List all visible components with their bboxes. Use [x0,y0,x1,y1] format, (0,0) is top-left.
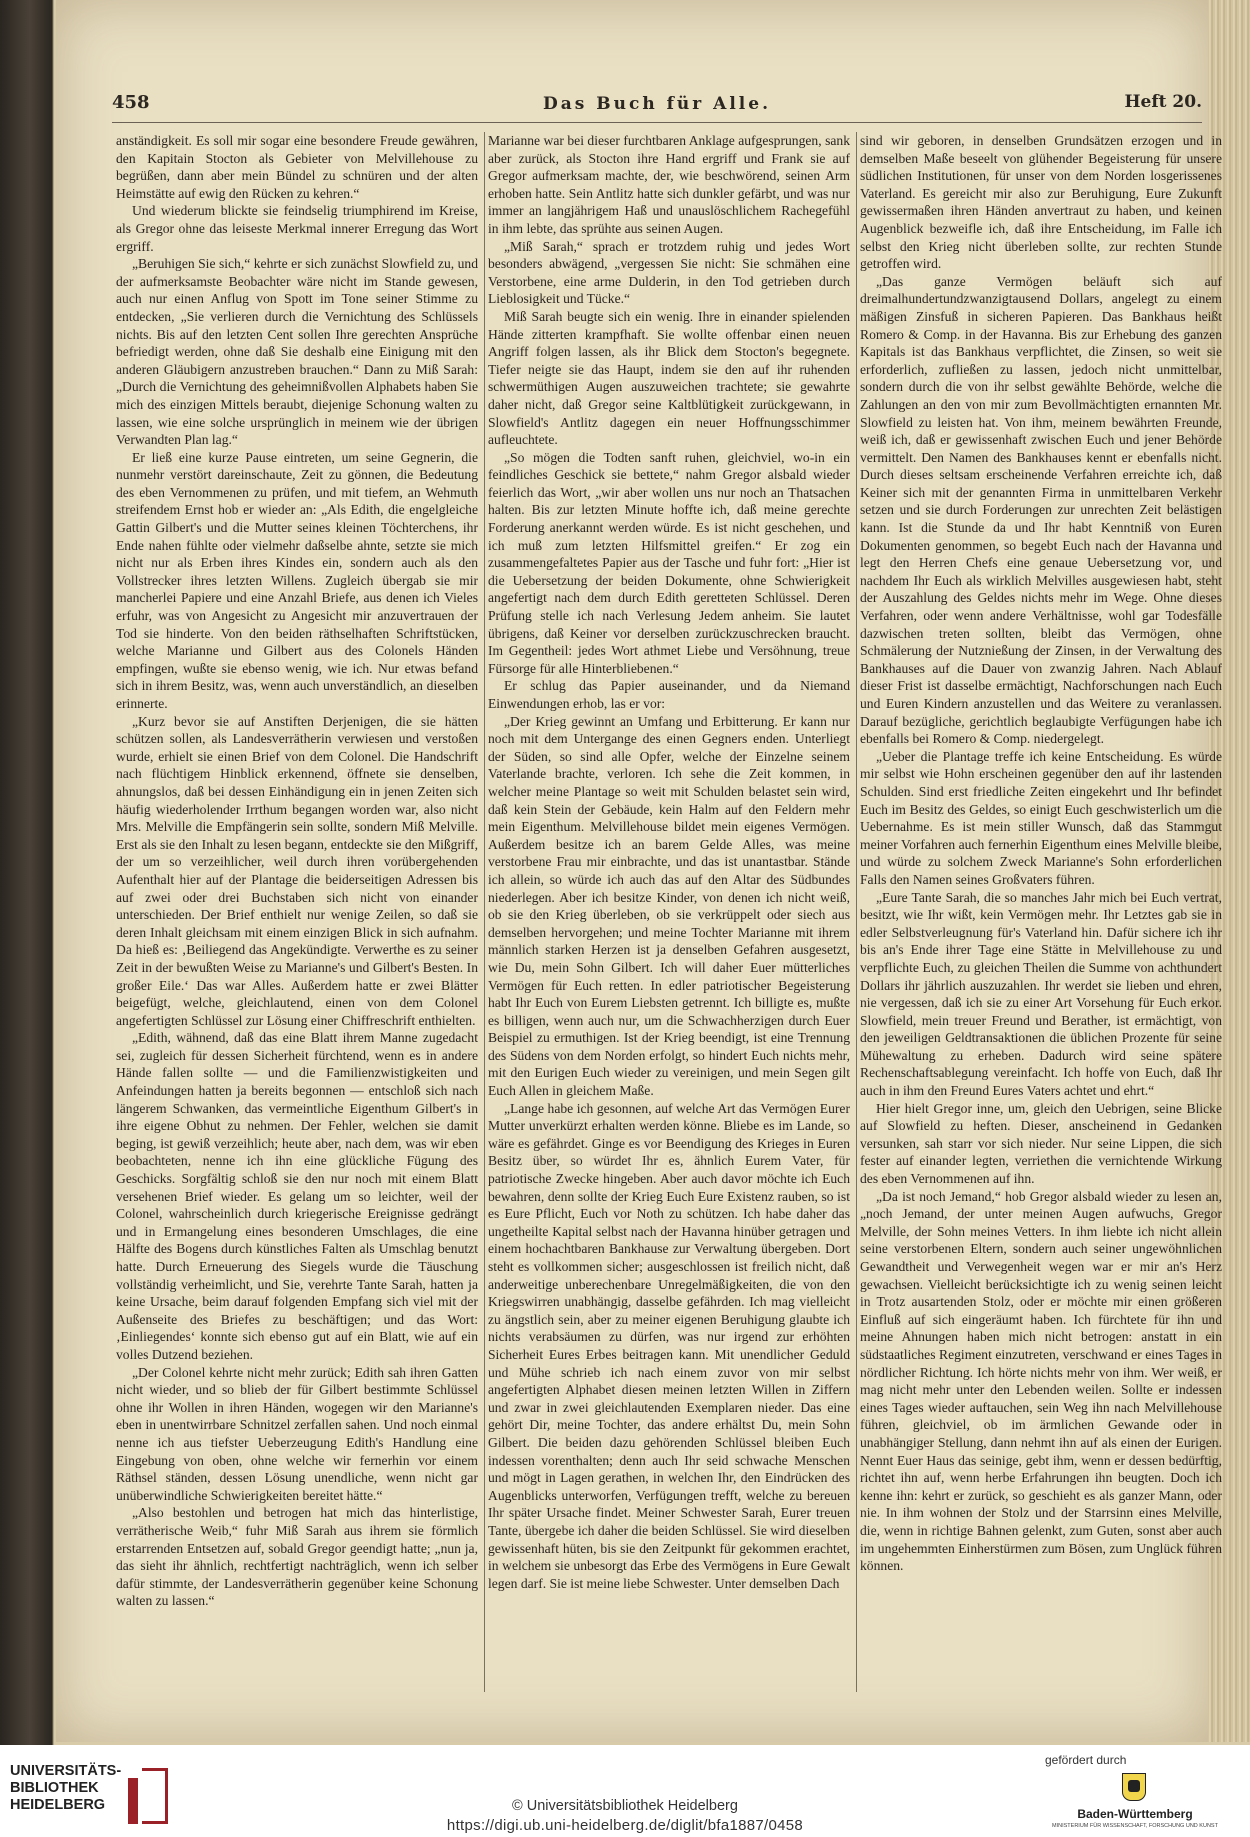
paragraph: Er schlug das Papier auseinander, und da Niemand Einwendungen erhob, las er vor: [488,678,850,711]
paragraph: „Ueber die Plantage treffe ich keine Entscheidung. Es würde mir selbst wie Hohn erscheinen gegenüber den auf ihr lastenden Schulden. Sind erst friedliche Zeiten eingekehrt und Ihr befindet Euch im Besitz des Geldes, so einigt Euch geschwisterlich um die Uebernahme. Es ist mein stiller Wunsch, daß das Stammgut meiner Vorfahren auch fernerhin Eigenthum eines Melville bleibe, und würde zu solchem Zweck Marianne's Sohn erforderlichen Falls den Namen seines Großvaters führen. [860,748,1222,887]
paragraph: „Edith, wähnend, daß das eine Blatt ihrem Manne zugedacht sei, zugleich für dessen Sicherheit fürchtend, wenn es in andere Hände fallen sollte — und die Familienzwistigkeiten und Anfeindungen hatten ja bereits begonnen — entschloß sich nach längerem Schwanken, das vermeintliche Eigenthum Gilbert's in ihre eigene Obhut zu nehmen. Der Fehler, welchen sie damit beging, ist gewiß verzeihlich; heute aber, nach dem, was wir eben beobachteten, nenne ich ihn eine glückliche Fügung des Geschicks. Sorgfältig schloß sie den nur noch mit einem Blatt versehenen Brief wieder. Es gelang um so leichter, weil der Colonel, wahrscheinlich durch kriegerische Ereignisse gedrängt und in Ermangelung eines besonderen Umschlages, die eine Hälfte des Bogens durch künstliches Falten als Umschlag benutzt hatte. Durch Erneuerung des Siegels wurde die Täuschung vollständig verheimlicht, und Sie, verehrte Tante Sarah, hatten ja keine Ursache, beim darauf folgenden Empfang sich viel mit der Außenseite des Briefes zu beschäftigen; und das Wort: ‚Einliegendes‘ konnte sich ebenso gut auf ein Blatt, wie auf ein volles Dutzend beziehen. [116,1030,478,1362]
coat-of-arms-icon [1122,1773,1146,1801]
page-number: 458 [112,92,150,113]
issue-number: Heft 20. [1124,92,1202,112]
logo-text-line: HEIDELBERG [10,1797,106,1813]
paragraph: „Also bestohlen und betrogen hat mich das hinterlistige, verrätherische Weib,“ fuhr Miß Sarah aus ihrem sie förmlich erstarrenden Entsetzen auf, sobald Gregor geendigt hatte; „nun ja, das sieht ihr ähnlich, rechtfertigt nachträglich, wenn ich selber dafür stimmte, der Landesverrätherin gegenüber keine Schonung walten zu lassen.“ [116,1505,478,1609]
state-name[interactable]: Baden-Württemberg [1077,1807,1193,1821]
ministry-name: MINISTERIUM FÜR WISSENSCHAFT, FORSCHUNG UND KUNST [1052,1823,1218,1829]
copyright-notice: © Universitätsbibliothek Heidelberg [512,1798,738,1814]
university-emblem-icon [128,1768,168,1824]
paragraph: „Kurz bevor sie auf Anstiften Derjenigen, die sie hätten schützen sollen, als Landesverrätherin verwiesen und verstoßen wurde, erhielt sie einen Brief von dem Colonel. Die Handschrift nach flüchtigem Hinblick erkennend, öffnete sie denselben, ahnungslos, daß bei dessen Einhändigung ein in jenen Zeiten sich häufig wiederholender Irrthum begangen worden war, also nicht Mrs. Melville die Empfängerin sein sollte, sondern Miß Melville. Erst als sie den Inhalt zu lesen begann, entdeckte sie den Mißgriff, der um so verzeihlicher, weil durch ihren vorübergehenden Aufenthalt hier auf der Plantage die beiderseitigen Adressen bis auf zwei oder drei Buchstaben sich nicht von einander unterschieden. Der Brief enthielt nur wenige Zeilen, so daß sie deren Inhalt gleichsam mit einem einzigen Blick in sich aufnahm. Da hieß es: ‚Beiliegend das Angekündigte. Verwerthe es zu seiner Zeit in der bewußten Weise zu Marianne's und Gilbert's Besten. In großer Eile.‘ Das war Alles. Außerdem hatte er zwei Blätter beigefügt, welche, gleichlautend, einen von dem Colonel angefertigten Schlüssel zur Lösung einer Chiffreschrift enthielten. [116,713,478,1028]
paragraph: „Der Krieg gewinnt an Umfang und Erbitterung. Er kann nur noch mit dem Untergange des einen Gegners enden. Unterliegt der Süden, so sind alle Opfer, welche der Einzelne seinem Vaterlande brachte, verloren. Ich sehe die Zeit kommen, in welcher meine Plantage so weit mit Schulden belastet sein wird, daß kein Stein der Gebäude, kein Halm auf den Feldern mehr mein Eigenthum. Melvillehouse bildet mein eigenes Vermögen. Außerdem besitze ich an barem Gelde Alles, was meine verstorbene Frau mir einbrachte, und das ist unantastbar. Stände ich allein, so würde ich auch das auf den Altar des Südbundes niederlegen. Aber ich besitze Kinder, von denen ich nicht weiß, ob sie den Krieg überleben, ob sie verkrüppelt oder siech aus demselben hervorgehen; und meine Tochter Marianne mit ihrem männlich starken Herzen ist ja denselben Gefahren ausgesetzt, wie Du, mein Sohn Gilbert. Ich will daher Euer mütterliches Vermögen für Euch retten. In edler patriotischer Begeisterung habt Ihr Euch von Eurem Liebsten getrennt. Ich billigte es, mußte es billigen, wenn auch nur, um die Schwachherzigen durch Euer Beispiel zu ermuthigen. Ist der Krieg beendigt, ist eine Trennung des Südens von dem Norden erfolgt, so hindert Euch nichts mehr, mit den Eurigen Euch wieder zu vereinigen, und mein Segen gilt Euch Allen in gleichem Maße. [488,713,850,1099]
funded-by-label: gefördert durch [1045,1753,1127,1767]
running-title: Das Buch für Alle. [543,94,771,114]
paragraph: Miß Sarah beugte sich ein wenig. Ihre in einander spielenden Hände zitterten krampfhaft. Sie wollte offenbar einen neuen Angriff folgen lassen, als ihr Blick dem Stocton's begegnete. Tiefer neigte sie das Haupt, indem sie den auf ihr ruhenden schwermüthigen Augen auszuweichen trachtete; sie gewahrte daher nicht, daß Gregor seine Kaltblütigkeit zurückgewann, in Slowfield's Antlitz dagegen ein neuer Hoffnungsschimmer aufleuchtete. [488,308,850,448]
paragraph: „Das ganze Vermögen beläuft sich auf dreimalhundertundzwanzigtausend Dollars, angelegt zu einem mäßigen Zinsfuß in sicheren Papieren. Das Bankhaus heißt Romero & Comp. in der Havanna. Bis zur Erhebung des ganzen Kapitals ist das Bankhaus verpflichtet, die Zinsen, so weit sie erforderlich, zufließen zu lassen, jedoch nicht unmittelbar, sondern durch die von ihr selbst gewählte Behörde, welche die Zahlungen an den von mir zum Bevollmächtigten ernannten Mr. Slowfield zu leisten hat. Von ihm, meinem bewährten Freunde, weiß ich, daß er gewissenhaft zwischen Euch und jener Behörde vermittelt. Den Namen des Bankhauses kennt er ebenfalls nicht. Durch dieses seltsam erscheinende Verfahren erreichte ich, daß Keiner sich mit der genannten Firma in unmittelbaren Verkehr setzen und sie durch Forderungen zur unrechten Zeit belästigen kann. Ist die Stunde da und Ihr habt Kenntniß von Euren Dokumenten genommen, so begebt Euch nach der Havanna und legt den Herren Chefs eine genaue Uebersetzung vor, und nachdem Ihr Euch als wirklich Melvilles ausgewiesen habt, steht der Auszahlung des Geldes nichts mehr im Wege. Ohne dieses Verfahren, oder wenn andere Verhältnisse, wohl gar Todesfälle dazwischen treten sollten, bleibt das Vermögen, ohne Schmälerung der Nutznießung der Zinsen, in der Verwaltung des Bankhauses auf die Dauer von zwanzig Jahren. Nach Ablauf dieser Frist ist dasselbe ermächtigt, Nachforschungen nach Euch und Euren Kindern anzustellen und das Weitere zu veranlassen. Darauf bezügliche, gerichtlich beglaubigte Verfügungen habe ich ebenfalls bei Romero & Comp. niedergelegt. [860,273,1222,747]
paragraph: „So mögen die Todten sanft ruhen, gleichviel, wo-in ein feindliches Geschick sie bettete,“ nahm Gregor alsbald wieder feierlich das Wort, „wir aber wollen uns nur noch an Thatsachen halten. Bis zur letzten Minute hoffte ich, daß meine gerechte Forderung anerkannt werden würde. Es ist nicht geschehen, und ich muß zum letzten Hilfsmittel greifen.“ Er zog ein zusammengefaltetes Papier aus der Tasche und fuhr fort: „Hier ist die Uebersetzung der beiden Dokumente, ohne Schwierigkeit angefertigt nach dem durch Edith geretteten Schlüssel. Deren Prüfung stelle ich nach Verlesung Jedem anheim. Sie lautet übrigens, daß Keiner vor derselben zurückzuschrecken braucht. Im Gegentheil: jedes Wort athmet Liebe und Versöhnung, treue Fürsorge für alle Hinterbliebenen.“ [488,449,850,676]
paragraph: Und wiederum blickte sie feindselig triumphirend im Kreise, als Gregor ohne das leiseste Merkmal innerer Erregung das Wort ergriff. [116,203,478,254]
permalink-url[interactable]: https://digi.ub.uni-heidelberg.de/diglit/bfa1887/0458 [446,1817,804,1834]
column-divider [856,132,857,1692]
logo-text-line: BIBLIOTHEK [10,1780,99,1796]
paragraph: Hier hielt Gregor inne, um, gleich den Uebrigen, seine Blicke auf Slowfield zu heften. Dieser, anscheinend in Gedanken versunken, sah starr vor sich nieder. Nur seine Lippen, die sich fester auf einander legten, verriethen die vernichtende Wirkung des eben Vernommenen auf ihn. [860,1100,1222,1187]
viewer-footer [0,1745,1250,1837]
text-column-1 [116,132,478,1692]
paragraph: „Der Colonel kehrte nicht mehr zurück; Edith sah ihren Gatten nicht wieder, und so blieb der für Gilbert bestimmte Schlüssel ohne ihr Wollen in ihren Händen, wogegen wir den Marianne's eben in unentwirrbare Schnitzel zerfallen sahen. Und noch einmal nenne ich aus tiefster Ueberzeugung Edith's Handlung eine Eingebung von oben, ohne welche wir fernerhin vor einem Räthsel ständen, dessen Lösung unendliche, wenn nicht gar unüberwindliche Schwierigkeiten bereitet hätte.“ [116,1364,478,1503]
paragraph: sind wir geboren, in denselben Grundsätzen erzogen und in demselben Maße beseelt von glühender Begeisterung für unsere südlichen Institutionen, für unser von dem Norden losgerissenes Vaterland. Es gereicht mir also zur Beruhigung, Eure Zukunft gewissermaßen ihren Händen anvertraut zu haben, und keinen Augenblick bezweifle ich, daß ihre Entscheidung, im Falle ich selbst den Krieg nicht überleben sollte, zur rechten Stunde getroffen wird. [860,133,1222,272]
paragraph: anständigkeit. Es soll mir sogar eine besondere Freude gewähren, den Kapitain Stocton als Gebieter von Melvillehouse zu begrüßen, dann aber mein Bündel zu schnüren und der alten Heimstätte auf ewig den Rücken zu kehren.“ [116,133,478,201]
text-column-2 [488,132,850,1692]
paragraph: „Da ist noch Jemand,“ hob Gregor alsbald wieder zu lesen an, „noch Jemand, der unter meinen Augen aufwuchs, Gregor Melville, der Sohn meines Vetters. In ihm liebte ich nicht allein seine verstorbenen Eltern, sondern auch seiner ungewöhnlichen Gewandtheit und Verwegenheit wegen war er mir an's Herz gewachsen. Vielleicht berücksichtigte ich zu wenig seinen leicht in Trotz ausartenden Stolz, oder er möchte mir einen größeren Einfluß auf sich eingeräumt haben. Ich fürchtete für ihn und meine Ahnungen haben mich nicht betrogen: anstatt in ein südstaatliches Regiment einzutreten, verschwand er eines Tages in nördlicher Richtung. Ich hörte nichts mehr von ihm. Wer weiß, er mag nicht mehr unter den Lebenden weilen. Sollte er indessen eines Tages wieder auftauchen, sein Weg ihn nach Melvillehouse führen, gleichviel, ob im ärmlichen Gewande oder in unabhängiger Stellung, dann nehmt ihn auf als einen der Eurigen. Nennt Euer Haus das seinige, gebt ihm, wenn er dessen bedürftig, richtet ihn auf, wenn herbe Erfahrungen ihn beugten. Doch ich kenne ihn: kehrt er zurück, so geschieht es als ganzer Mann, oder nie. In ihm wohnen der Stolz und der Starrsinn eines Melville, die, wenn in richtige Bahnen gelenkt, zum Guten, sonst aber auch im ungehemmten Einherstürmen zum Bösen, zum Unglück führen können. [860,1188,1222,1574]
logo-text-line: UNIVERSITÄTS- [10,1763,122,1779]
paragraph: „Beruhigen Sie sich,“ kehrte er sich zunächst Slowfield zu, und der aufmerksamste Beobachter wäre nicht im Stande gewesen, auch nur einen Anflug von Spott im Tone seiner Stimme zu entdecken, „Sie verlieren durch die Vernichtung des Schlüssels nichts. Bis auf den letzten Cent sollen Ihre gerechten Ansprüche befriedigt werden, ohne daß Sie deshalb eine Einigung mit den anderen Gläubigern anzustreben brauchen.“ Dann zu Miß Sarah: „Durch die Vernichtung des geheimnißvollen Alphabets haben Sie mich des einzigen Mittels beraubt, diejenige Schonung walten zu lassen, wie eine solche ursprünglich in meinem wie der übrigen Verwandten Plan lag.“ [116,256,478,448]
page-header [112,92,1202,123]
paragraph: „Lange habe ich gesonnen, auf welche Art das Vermögen Eurer Mutter unverkürzt erhalten werden könne. Bliebe es im Lande, so wäre es gefährdet. Ginge es vor Beendigung des Krieges in Euren Besitz über, so würdet Ihr es, ähnlich Eurem Vater, für patriotische Zwecke hingeben. Aber auch davor möchte ich Euch bewahren, denn sollte der Krieg Euch Eure Existenz rauben, so ist es Eure Pflicht, Euch vor Noth zu schützen. Ich habe daher das ungetheilte Kapital selbst nach der Havanna hinüber getragen und einem hochachtbaren Bankhause zur Verwaltung übergeben. Dort steht es vollkommen sicher; ausgeschlossen ist freilich nicht, daß anderweitige unberechenbare Unregelmäßigkeiten, die von den Kriegswirren unabhängig, dasselbe gefährden. Ich mag vielleicht zu ängstlich sein, aber zu meiner eigenen Beruhigung glaubte ich nichts verabsäumen zu dürfen, was nur irgend zur erhöhten Sicherheit Eures Erbes beitragen kann. Mit unendlicher Geduld und Mühe schrieb ich nach einem zuvor von mir selbst angefertigten Alphabet diesen meinen letzten Willen in Ziffern und zwar in zwei gleichlautenden Exemplaren nieder. Das eine gehört Dir, meine Tochter, das andere erhältst Du, mein Sohn Gilbert. Die beiden dazu gehörenden Schlüssel bleiben Euch indessen vorenthalten; denn auch Ihr seid schwache Menschen und mögt in Lagen gerathen, in welchen Ihr, den Eindrücken des Augenblicks unterworfen, Verfügungen trefft, welche zu bereuen Ihr später Ursache findet. Meiner Schwester Sarah, Eurer treuen Tante, übergebe ich daher die beiden Schlüssel. Sie wird dieselben gewissenhaft hüten, bis sie den Zeitpunkt für gekommen erachtet, in welchem sie unbesorgt das Erbe des Vermögens in Eure Gewalt legen darf. Sie ist meine liebe Schwester. Unter demselben Dach [488,1100,850,1591]
paragraph: Marianne war bei dieser furchtbaren Anklage aufgesprungen, sank aber zurück, als Stocton ihre Hand ergriff und Frank sie auf Gregor aufmerksam machte, der, wie beschwörend, seinen Arm erhoben hatte. Sein Antlitz hatte sich dunkler gefärbt, und was nur immer an langjährigem Haß und unauslöschlichem Rachegefühl in ihm lebte, das sprühte aus seinen Augen. [488,133,850,236]
text-column-3 [860,132,1222,1692]
paragraph: „Miß Sarah,“ sprach er trotzdem ruhig und jedes Wort besonders abwägend, „vergessen Sie nicht: Sie schmähen eine Verstorbene, eine arme Dulderin, in den Tod getrieben durch Lieblosigkeit und Tücke.“ [488,238,850,307]
paragraph: „Eure Tante Sarah, die so manches Jahr mich bei Euch vertrat, besitzt, wie Ihr wißt, kein Vermögen mehr. Ihr Letztes gab sie in edler Selbstverleugnung für's Vaterland hin. Dafür sichere ich ihr bis an's Ende ihrer Tage eine Stätte in Melvillehouse zu und verpflichte Euch, zu gleichen Theilen die Summe von achthundert Dollars ihr jährlich auszuzahlen. Ihr werdet sie lieben und ehren, nie vergessen, daß ich sie zu einer Art Vorsehung für Euch erkor. Slowfield, mein treuer Freund und Berather, ist ermächtigt, von den jeweiligen Geldtransaktionen die üblichen Prozente für seine Mühewaltung zu erheben. Dadurch wird seine spätere Rechenschaftsablegung vereinfacht. Ich hoffe von Euch, daß Ihr auch in ihm den Freund Eures Vaters achtet und ehrt.“ [860,889,1222,1099]
column-divider [484,132,485,1692]
paragraph: Er ließ eine kurze Pause eintreten, um seine Gegnerin, die nunmehr verstört dareinschaute, Zeit zu gönnen, die Bedeutung des eben Vernommenen zu prüfen, und mit tiefem, an Wehmuth streifendem Ernst hob er wieder an: „Als Edith, die engelgleiche Gattin Gilbert's und die Mutter seines kleinen Töchterchens, ihr Ende nahen fühlte oder vielmehr daßselbe ahnte, setzte sie mich nicht nur als Erben ihres Kindes ein, sondern auch als den Vollstrecker ihres letzten Willens. Zugleich übergab sie mir mancherlei Papiere und eine Anzahl Briefe, aus denen ich Vieles erfuhr, was von Angesicht zu Angesicht mir anzuvertrauen der Tod sie hinderte. Von den beiden räthselhaften Schriftstücken, welche Marianne und Gilbert aus des Colonels Händen empfingen, wußte sie ebenso wenig, wie ich. Nur etwas befand sich in ihrem Besitz, was, wenn auch unverständlich, an dieselben erinnerte. [116,449,478,711]
